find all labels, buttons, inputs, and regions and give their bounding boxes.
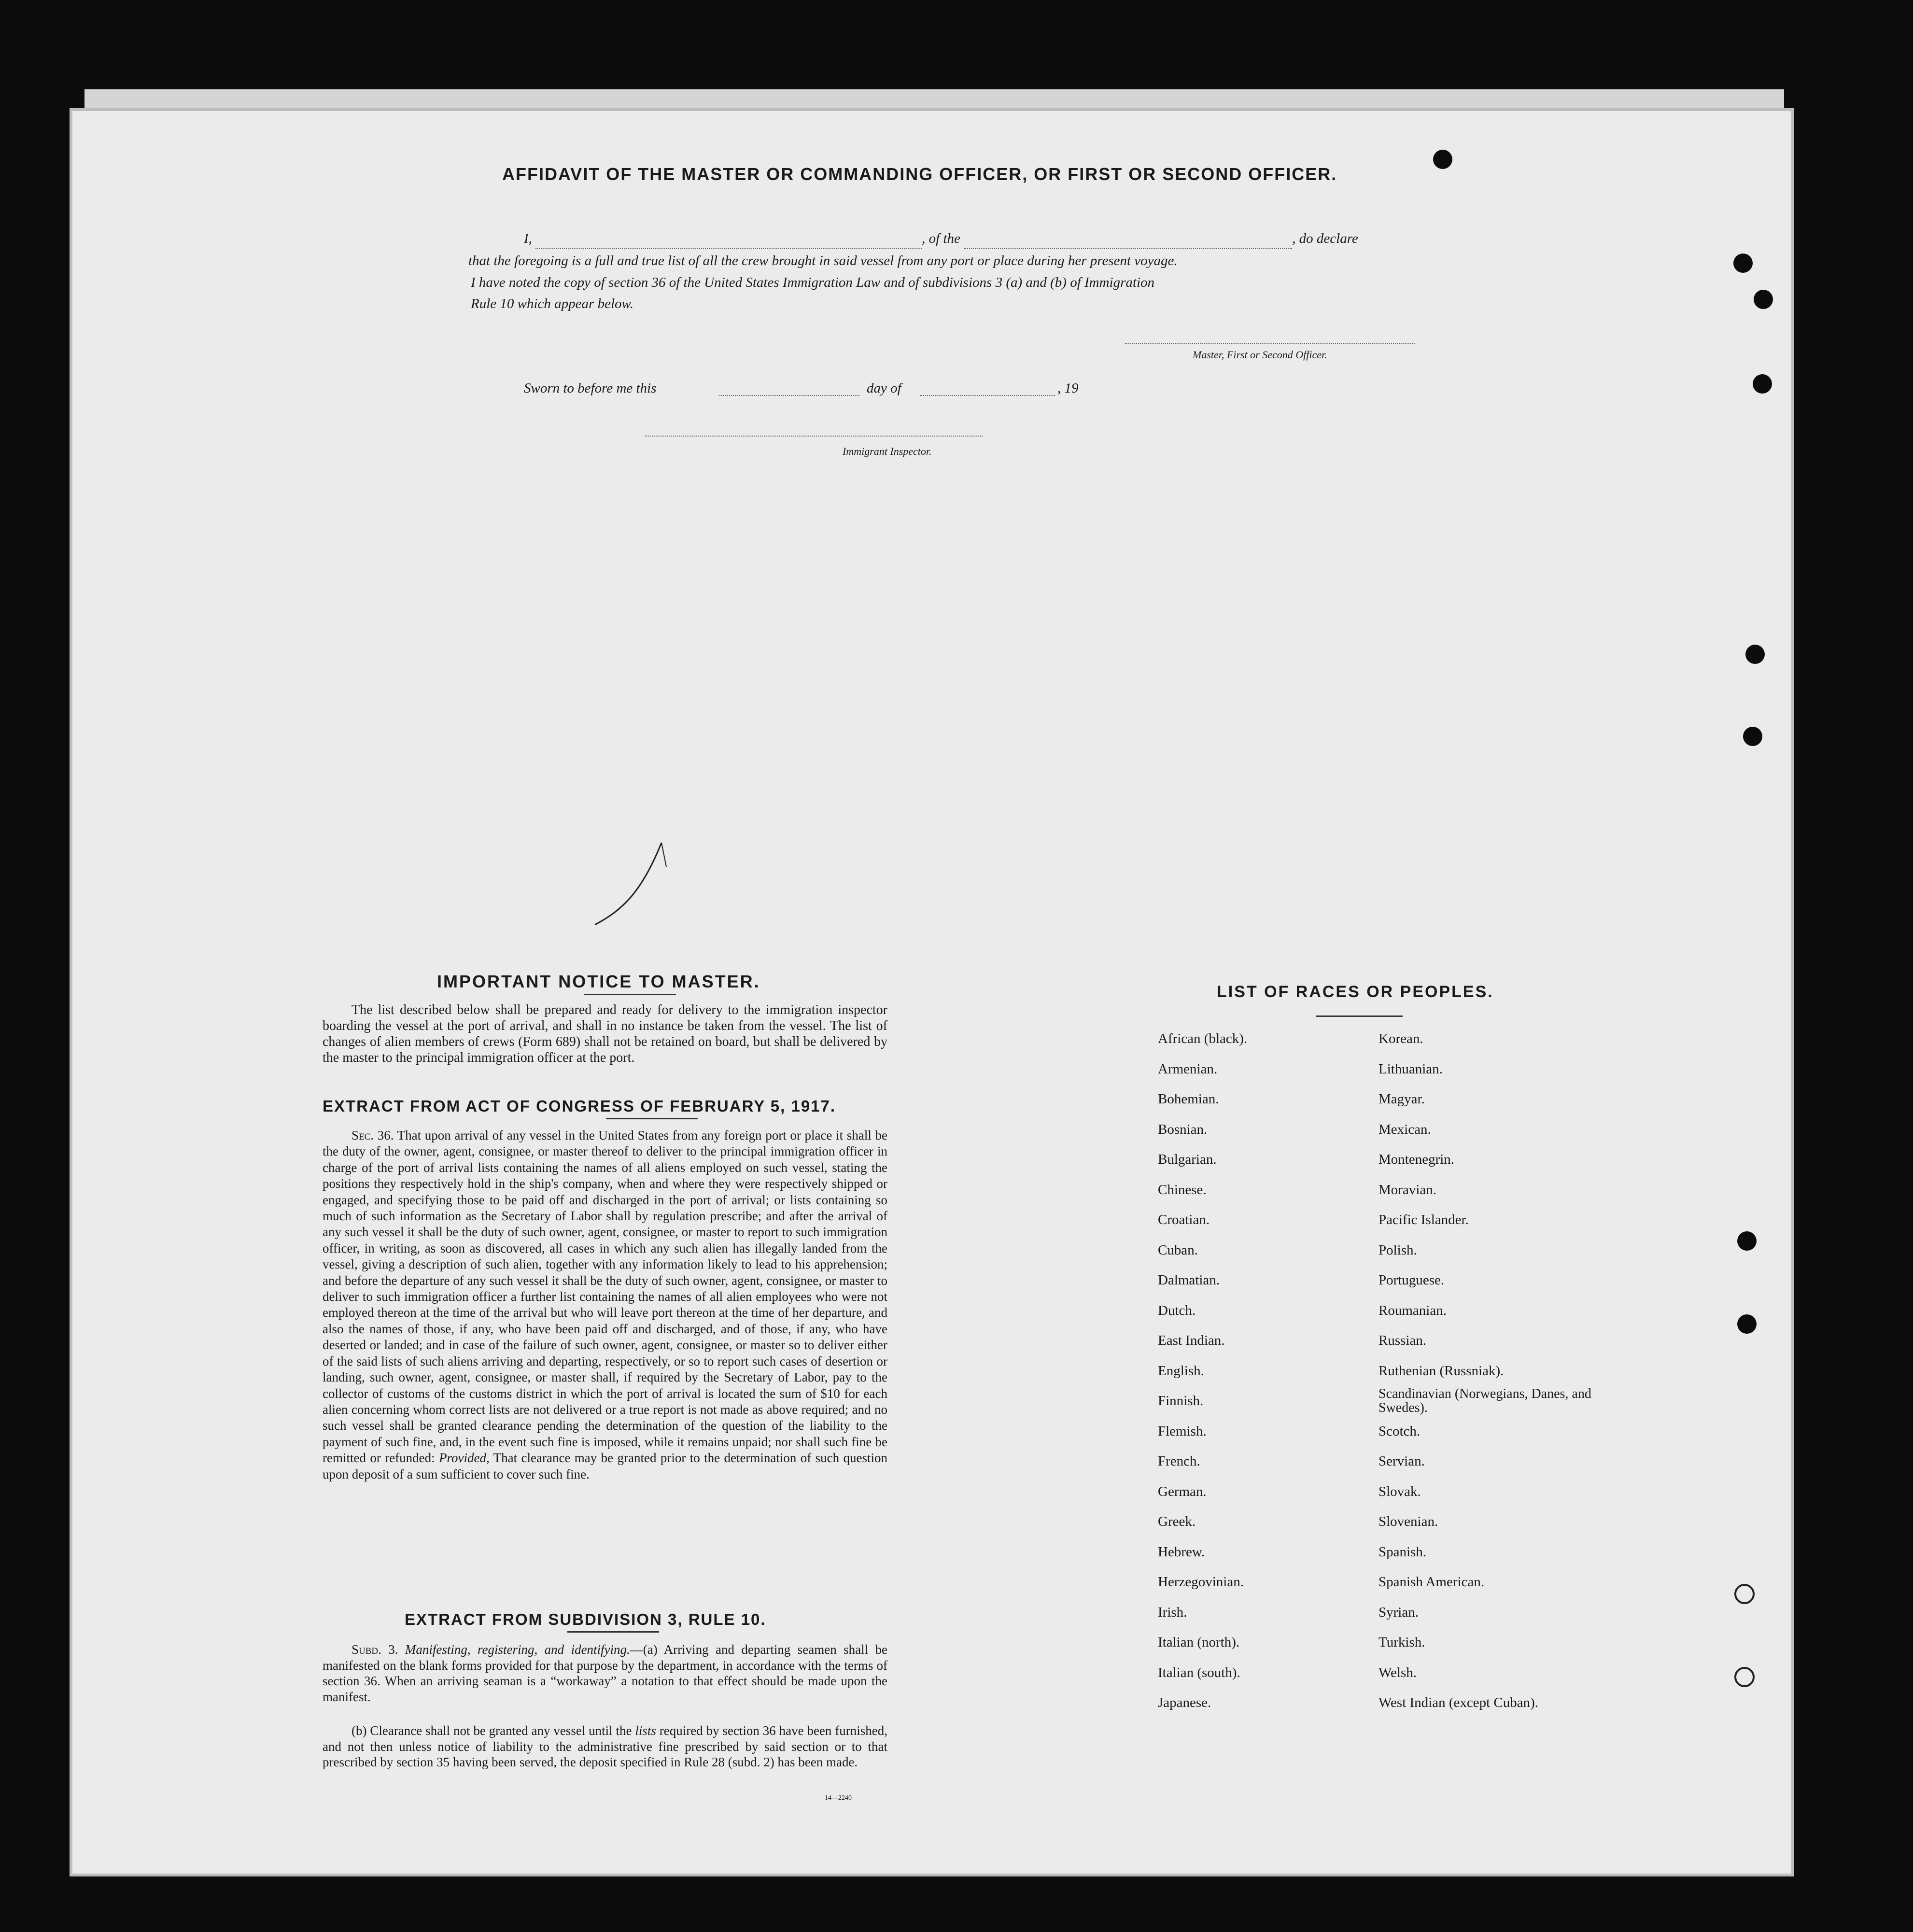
race-item: Italian (south). [1158,1664,1240,1680]
sworn-month-field[interactable] [920,381,1055,396]
races-left-column [1158,1024,1361,1718]
year-label: , 19 [1057,381,1079,396]
race-item: Chinese. [1158,1182,1207,1198]
race-item: Moravian. [1378,1182,1436,1198]
race-item: Dutch. [1158,1302,1196,1318]
affidavit-line-4: Rule 10 which appear below. [471,296,633,311]
notice-text [323,1002,887,1066]
race-item: Italian (north). [1158,1635,1240,1650]
race-item: Turkish. [1378,1635,1425,1650]
punch-hole-ring [1734,1667,1755,1687]
master-signature-line[interactable] [1125,343,1415,344]
inspector-label: Immigrant Inspector. [843,445,932,457]
race-item: African (black). [1158,1031,1248,1046]
race-item: Spanish. [1378,1544,1427,1560]
punch-hole [1754,290,1773,309]
race-item: Scandinavian (Norwegians, Danes, and Swedes). [1378,1386,1591,1415]
race-item: Bohemian. [1158,1091,1219,1107]
punch-hole [1753,374,1772,394]
race-item: Portuguese. [1378,1272,1445,1288]
race-item: Cuban. [1158,1242,1198,1258]
provided-label: Provided, [439,1451,490,1466]
race-item: Hebrew. [1158,1544,1205,1560]
race-item: Bulgarian. [1158,1152,1217,1167]
inspector-signature-line[interactable] [645,436,983,437]
form-number: 14—2240 [825,1794,852,1802]
name-field[interactable] [535,235,922,249]
race-item: Ruthenian (Russniak). [1378,1363,1504,1379]
para-b-start: (b) Clearance shall not be granted any vessel until the [352,1723,632,1738]
race-item: Welsh. [1378,1664,1417,1680]
of-the-label: , of the [922,231,960,246]
punch-hole [1737,1314,1757,1334]
race-item: Greek. [1158,1514,1196,1529]
subd-label: Subd. 3. [352,1642,398,1657]
race-item: West Indian (except Cuban). [1378,1695,1539,1710]
race-item: Dalmatian. [1158,1272,1220,1288]
affidavit-line-3: I have noted the copy of section 36 of the United States Immigration Law and of subdivisions 3 (a) and (b) of Immigration [471,275,1155,290]
race-item: Finnish. [1158,1393,1204,1409]
do-declare-label: , do declare [1292,231,1358,246]
race-item: Spanish American. [1378,1574,1485,1590]
pen-stroke [589,838,676,930]
race-item: Slovenian. [1378,1514,1438,1529]
extract-rule-title: EXTRACT FROM SUBDIVISION 3, RULE 10. [405,1610,766,1628]
race-item: Lithuanian. [1378,1061,1443,1077]
para-b-end: required by section 36 have been furnished, and not then unless notice of liability to the administrative fine prescribed by said section or to that prescribed by section 35 having been served, the deposit specified in Rule 28 (subd. 2) has been made. [323,1723,887,1769]
punch-hole [1743,727,1762,746]
race-item: Montenegrin. [1378,1152,1455,1167]
vessel-field[interactable] [964,235,1292,249]
notice-paragraph: The list described below shall be prepared and ready for delivery to the immigration inspector boarding the vessel at the port of arrival, and shall in no instance be taken from the vessel. The list of changes of alien members of crews (Form 689) shall not be retained on board, but shall be delivered by the master to the principal immigration officer at the port. [323,1002,887,1065]
race-item: Japanese. [1158,1695,1211,1710]
extract-rule-para-b [323,1723,887,1770]
punch-hole [1433,150,1452,169]
race-item: Magyar. [1378,1091,1425,1107]
para-a-text: —(a) Arriving and departing seamen shall be manifested on the blank forms provided for that purpose by the department, in accordance with the terms of section 36. When an arriving seaman is a “workaway” a notation to that effect should be made upon the manifest. [323,1642,887,1704]
section-36-text: That upon arrival of any vessel in the United States from any foreign port or place it shall be the duty of the owner, agent, consignee, or master thereof to deliver to the principal immigration officer in charge of the port of arrival lists containing the names of all aliens employed on such vessel, stating the positions they respectively hold in the ship's company, when and where they were respectively shipped or engaged, and specifying those to be paid off and discharged in the port of arrival; or lists containing so much of such information as the Secretary of Labor shall by regulation prescribe; and after the arrival of any such vessel it shall be the duty of such owner, agent, consignee, or master to report to such immigration officer, in writing, as soon as discovered, all cases in which any such alien has illegally landed from the vessel, giving a description of such alien, together with any information likely to lead to his apprehension; and before the departure of any such vessel it shall be the duty of such owner, agent, consignee, or master to deliver to such immigration officer a further list containing the names of all alien employees who were not employed thereon at the time of the arrival but who will leave port thereon at the time of her departure, and also the names of those, if any, who have been paid off and discharged, and of those, if any, who have deserted or landed; and in case of the failure of such owner, agent, consignee, or master so to deliver either of the said lists of such aliens arriving and departing, respectively, or so to report such cases of desertion or landing, such owner, agent, consignee, or master shall, if required by the Secretary of Labor, pay to the collector of customs of the customs district in which the port of arrival is located the sum of $10 for each alien concerning whom correct lists are not delivered or a true report is not made as above required; and no such vessel shall be granted clearance pending the determination of the question of the liability to the payment of such fine, and, in the event such fine is imposed, while it remains unpaid; nor shall such fine be remitted or refunded: [323,1128,887,1466]
race-item: Armenian. [1158,1061,1218,1077]
race-item: French. [1158,1453,1200,1469]
extract-act-title-rule [606,1118,698,1119]
race-item: Servian. [1378,1453,1425,1469]
punch-hole [1745,645,1765,664]
race-item: Syrian. [1378,1604,1419,1620]
race-item: Korean. [1378,1031,1423,1046]
subd-heading: Manifesting, registering, and identifying. [405,1642,630,1657]
day-of-label: day of [867,381,901,396]
race-item: Flemish. [1158,1423,1207,1439]
punch-hole [1737,1231,1757,1251]
section-36-text-end: That clearance may be granted prior to the determination of such question upon deposit of a sum sufficient to cover such fine. [323,1451,888,1481]
section-label: Sec. 36. [352,1128,394,1142]
race-item: Pacific Islander. [1378,1212,1469,1227]
race-item: Herzegovinian. [1158,1574,1244,1590]
affidavit-declare-line [524,228,1417,249]
affidavit-line-2: that the foregoing is a full and true list of all the crew brought in said vessel from any port or place during her present voyage. [468,253,1178,268]
notice-title-rule [584,994,676,995]
races-title-rule [1316,1015,1403,1017]
race-item: Scotch. [1378,1423,1421,1439]
race-item: English. [1158,1363,1204,1379]
race-item: German. [1158,1483,1207,1499]
extract-rule-para-a [323,1642,887,1705]
race-item: Croatian. [1158,1212,1210,1227]
race-item: Mexican. [1378,1121,1431,1137]
sworn-label: Sworn to before me this [524,381,657,396]
master-signature-label: Master, First or Second Officer. [1193,349,1327,361]
punch-hole-ring [1734,1584,1755,1604]
affidavit-title: AFFIDAVIT OF THE MASTER OR COMMANDING OFFICER, OR FIRST OR SECOND OFFICER. [502,164,1337,184]
race-item: Irish. [1158,1604,1187,1620]
races-title: LIST OF RACES OR PEOPLES. [1217,983,1494,1001]
race-item: Russian. [1378,1333,1427,1348]
notice-title: IMPORTANT NOTICE TO MASTER. [437,972,760,991]
race-item: Roumanian. [1378,1302,1447,1318]
race-item: Polish. [1378,1242,1417,1258]
i-label: I, [524,231,532,246]
sworn-day-field[interactable] [719,381,859,396]
punch-hole [1733,254,1753,273]
para-b-lists: lists [635,1723,656,1738]
extract-act-text [323,1128,887,1482]
race-item: Slovak. [1378,1483,1421,1499]
race-item: East Indian. [1158,1333,1225,1348]
races-right-column [1378,1024,1620,1718]
extract-act-title: EXTRACT FROM ACT OF CONGRESS OF FEBRUARY 5, 1917. [323,1097,836,1115]
extract-rule-title-rule [567,1631,659,1633]
race-item: Bosnian. [1158,1121,1208,1137]
